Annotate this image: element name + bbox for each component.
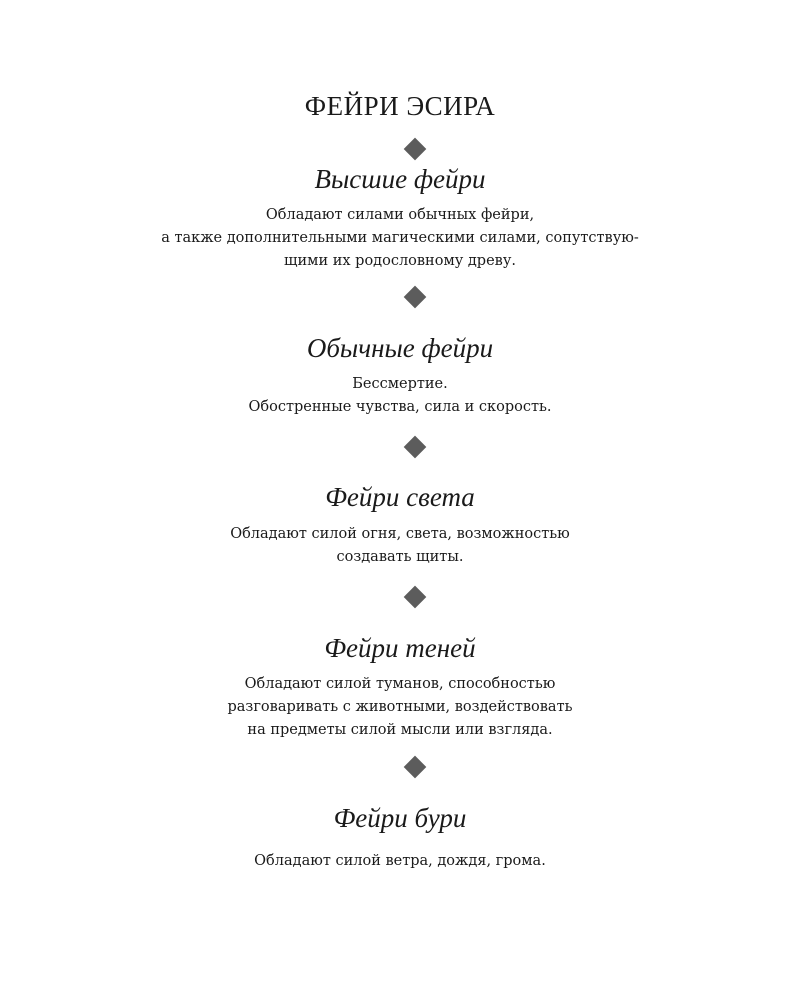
description-line: Бессмертие. xyxy=(352,376,448,392)
diamond-ornament-icon xyxy=(404,756,427,779)
description-line: создавать щиты. xyxy=(336,549,464,565)
diamond-ornament-icon xyxy=(404,286,427,309)
section-heading-storm-fae: Фейри бури xyxy=(333,803,467,833)
section-heading-shadow-fae: Фейри теней xyxy=(324,633,476,663)
diamond-ornament-icon xyxy=(404,138,427,161)
section-description-storm-fae xyxy=(0,850,800,873)
description-line: разговаривать с животными, воздействовать xyxy=(227,699,573,715)
description-line: щими их родословному древу. xyxy=(284,253,516,269)
section-heading-high-fae: Высшие фейри xyxy=(314,164,486,194)
section-heading-common-fae: Обычные фейри xyxy=(306,333,494,363)
description-line: Обладают силой туманов, способностью xyxy=(244,676,556,692)
description-line: Обладают силой огня, света, возможностью xyxy=(230,526,570,542)
description-line: Обостренные чувства, сила и скорость. xyxy=(248,399,552,415)
section-heading-light-fae: Фейри света xyxy=(325,482,475,512)
diamond-ornament-icon xyxy=(404,436,427,459)
description-line: на предметы силой мысли или взгляда. xyxy=(247,722,553,738)
page-title: ФЕЙРИ ЭСИРА xyxy=(304,91,496,121)
diamond-ornament-icon xyxy=(404,586,427,609)
description-line: Обладают силой ветра, дождя, грома. xyxy=(254,853,546,869)
description-line: а также дополнительными магическими силами, сопутствую- xyxy=(161,230,639,246)
section-description-shadow-fae xyxy=(0,673,800,742)
section-description-light-fae xyxy=(0,523,800,569)
description-line: Обладают силами обычных фейри, xyxy=(265,207,535,223)
section-description-high-fae xyxy=(0,204,800,273)
section-description-common-fae xyxy=(0,373,800,419)
